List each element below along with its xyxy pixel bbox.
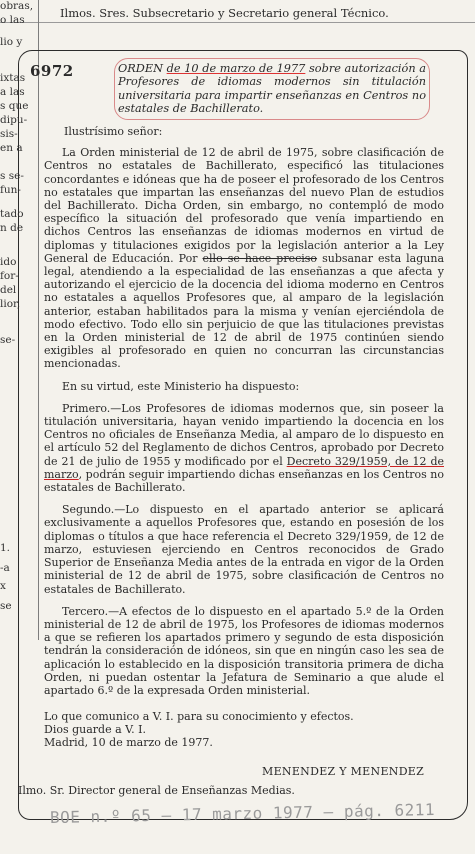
margin-fragment: -a: [0, 562, 10, 574]
paragraph-tercero: Tercero.—A efectos de lo dispuesto en el apartado 5.º de la Orden ministerial de 12 de abril de 1975, los Profesores de idiomas modernos a que se refieren los apartados primero y segundo de esta disposición tendrán la consideración de idóneos, sin que en ningún caso les sea de aplicación lo establecido en la disposición transitoria primera de dicha Orden, ni puedan ostentar la Jefatura de Seminario a que alude el apartado 6.º de la expresada Orden ministerial.: [44, 604, 444, 697]
order-title: [118, 62, 426, 116]
header-rule: [0, 22, 475, 23]
paragraph-disposition-intro: En su virtud, este Ministerio ha dispuesto:: [62, 379, 300, 393]
primero-text-b: , podrán seguir impartiendo dichas enseñanzas en los Centros no estatales de Bachillerato.: [44, 467, 444, 495]
margin-fragment: lio y: [0, 36, 23, 48]
preamble-text-b: subsanar esta laguna legal, atendiendo a la especialidad de las enseñanzas a que afecta y autorizando el ejercicio de la docencia del idioma moderno en Centros no estatales a aquellos Profesores que, al amparo de la legislación anterior, estaban habilitados para la misma y venían ejerciéndola de modo efectivo. Todo ello sin perjuicio de que las titulaciones previstas en la Orden ministerial de 12 de abril de 1975 continúen siendo exigibles al profesorado en quien no concurran las circunstancias mencionadas.: [44, 251, 445, 371]
recipient-line: Ilmo. Sr. Director general de Enseñanzas Medias.: [18, 784, 295, 797]
margin-fragment: tado: [0, 208, 24, 220]
margin-fragment: for-: [0, 270, 19, 282]
order-title-prefix: ORDEN: [118, 62, 163, 75]
margin-fragment: del: [0, 284, 17, 296]
paragraph-primero: [44, 402, 444, 494]
paragraph-segundo: Segundo.—Lo dispuesto en el apartado anterior se aplicará exclusivamente a aquellos Profesores que, estando en posesión de los diplomas o títulos a que hace referencia el Decreto 329/1959, de 12 de marzo, estuviesen ejerciendo en Centros reconocidos de Grado Superior de Enseñanza Media antes de la entrada en vigor de la Orden ministerial de 12 de abril de 1975, sobre clasificación de Centros no estatales de Bachillerato.: [44, 503, 444, 596]
order-number: 6972: [30, 62, 74, 80]
closing-line-1: Lo que comunico a V. I. para su conocimiento y efectos.: [44, 710, 354, 723]
margin-fragment: a las: [0, 86, 25, 98]
signature: MENENDEZ Y MENENDEZ: [262, 765, 425, 778]
closing-line-3: Madrid, 10 de marzo de 1977.: [44, 736, 213, 749]
order-title-rest: sobre autorización a Profesores de idiomas modernos sin titulación universitaria para impartir enseñanzas en Centros no estatales de Bachillerato.: [118, 62, 427, 116]
margin-fragment: se: [0, 600, 12, 612]
margin-fragment: 1.: [0, 542, 11, 554]
margin-fragment: s se-: [0, 170, 24, 182]
header-addressee-line: Ilmos. Sres. Subsecretario y Secretario general Técnico.: [60, 6, 389, 20]
handwritten-citation-note: BOE n.º 65 – 17 marzo 1977 – pág. 6211: [49, 799, 436, 828]
margin-fragment: en a: [0, 142, 23, 154]
margin-fragment: se-: [0, 334, 16, 346]
primero-underlined-decree: Decreto 329/1959, de 12 de marzo: [44, 454, 444, 481]
margin-fragment: o las: [0, 14, 25, 26]
salutation: Ilustrísimo señor:: [64, 125, 163, 138]
preamble-struck-text: ello se hace preciso: [202, 251, 318, 265]
margin-fragment: fun-: [0, 184, 21, 196]
margin-fragment: x: [0, 580, 6, 592]
margin-fragment: ido: [0, 256, 17, 268]
order-title-date: de 10 de marzo de 1977: [166, 62, 306, 75]
primero-text-a: Primero.—Los Profesores de idiomas modernos que, sin poseer la titulación universitaria, hayan venido impartiendo la docencia en los Centros no oficiales de Enseñanza Media, al amparo de lo dispuesto en el artículo 52 del Reglamento de dichos Centros, aprobado por Decreto de 21 de julio de 1955 y modificado por el: [44, 401, 444, 468]
preamble-text-a: La Orden ministerial de 12 de abril de 1975, sobre clasificación de Centros no estatales de Bachillerato, especificó las titulaciones concordantes e idóneas que ha de poseer el profesorado de los Centros no estatales que impartan las enseñanzas del nuevo Plan de estudios del Bachillerato. Dicha Orden, sin embargo, no contempló de modo específico la situación del profesorado que venía impartiendo en dichos Centros las enseñanzas de idiomas modernos en virtud de diplomas y titulaciones exigidos por la legislación anterior a la Ley General de Educación. Por: [44, 146, 444, 265]
document-body: [44, 125, 444, 706]
closing-block: [44, 710, 354, 749]
margin-fragment: lior,: [0, 298, 21, 310]
margin-fragment: n de: [0, 222, 24, 234]
margin-fragment: sis-: [0, 128, 18, 140]
margin-fragment: ixtas: [0, 72, 26, 84]
margin-fragment: dipu-: [0, 114, 28, 126]
margin-fragment: s que: [0, 100, 29, 112]
paragraph-preamble: [44, 146, 444, 370]
margin-fragment: obras,: [0, 0, 34, 12]
closing-line-2: Dios guarde a V. I.: [44, 723, 147, 736]
